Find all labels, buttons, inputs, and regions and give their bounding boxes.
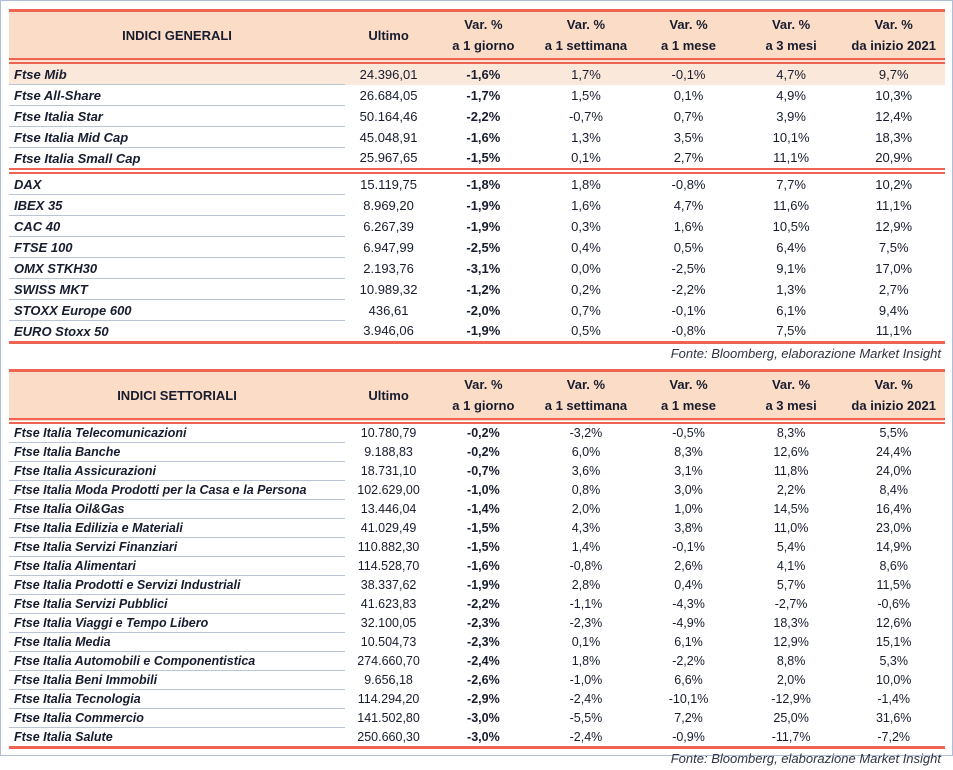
table-row: [9, 462, 945, 481]
var-pct-value: -2,4%: [569, 692, 603, 706]
ultimo-value: 25.967,65: [345, 148, 432, 172]
var-pct-value: 17,0%: [875, 260, 913, 276]
row-label: Ftse Italia Moda Prodotti per la Casa e la Persona: [9, 481, 345, 500]
var-pct-value: -3,0%: [467, 711, 500, 725]
var-pct-value: 3,0%: [674, 483, 703, 497]
var-pct-value: 1,8%: [571, 176, 601, 192]
var-pct-value: 1,3%: [571, 129, 601, 145]
indici-generali-header: [9, 11, 945, 62]
ultimo-value: 114.528,70: [357, 559, 420, 573]
row-label: Ftse Italia Servizi Pubblici: [9, 595, 345, 614]
table-row: [9, 421, 945, 443]
ultimo-value: 110.882,30: [357, 540, 420, 554]
row-label: Ftse Italia Viaggi e Tempo Libero: [9, 614, 345, 633]
table-row: [9, 728, 945, 748]
var-pct-value: 25,0%: [773, 711, 809, 725]
var-pct-value: -2,4%: [535, 728, 638, 748]
var-pct-value: 0,4%: [571, 239, 601, 255]
var-pct-value: -1,4%: [467, 502, 500, 516]
var-pct-value: -2,4%: [467, 654, 500, 668]
column-header: Ultimo: [345, 11, 432, 62]
var-pct-value: 11,1%: [740, 148, 843, 172]
var-pct-value: -2,5%: [671, 260, 706, 276]
indici-settoriali-header: [9, 371, 945, 422]
var-pct-value: 11,0%: [773, 521, 809, 535]
var-pct-value: 12,9%: [773, 635, 809, 649]
var-pct-value: -1,6%: [466, 129, 501, 145]
ultimo-value: 38.337,62: [360, 578, 417, 592]
column-header: Var. % a 1 giorno: [432, 371, 535, 422]
var-pct-value: 11,6%: [773, 197, 810, 213]
var-pct-value: 20,9%: [842, 148, 945, 172]
var-pct-value: 8,3%: [776, 426, 806, 441]
var-pct-value: 4,3%: [571, 521, 601, 535]
row-label: Ftse Italia Prodotti e Servizi Industriali: [9, 576, 345, 595]
var-pct-value: 18,3%: [773, 616, 809, 630]
row-label: Ftse Italia Commercio: [9, 709, 345, 728]
var-pct-value: -2,5%: [466, 239, 501, 255]
var-pct-value: 0,4%: [674, 578, 703, 592]
row-label: Ftse All-Share: [9, 85, 345, 106]
var-pct-value: 0,7%: [571, 302, 601, 318]
table-row: [9, 85, 945, 106]
var-pct-value: 11,1%: [842, 321, 945, 343]
var-pct-value: -1,6%: [432, 61, 535, 85]
var-pct-value: -2,2%: [467, 597, 500, 611]
var-pct-value: -1,9%: [466, 218, 501, 234]
var-pct-value: -1,0%: [467, 483, 500, 497]
var-pct-value: -1,4%: [877, 692, 911, 706]
table-row: [9, 195, 945, 216]
var-pct-value: 0,1%: [535, 148, 638, 172]
var-pct-value: -0,1%: [672, 540, 705, 554]
ultimo-value: 41.623,83: [360, 597, 417, 611]
row-label: CAC 40: [9, 216, 345, 237]
var-pct-value: -7,2%: [842, 728, 945, 748]
var-pct-value: 8,8%: [776, 654, 806, 668]
var-pct-value: 2,7%: [637, 148, 740, 172]
var-pct-value: 2,0%: [776, 673, 806, 687]
var-pct-value: -0,8%: [569, 559, 603, 573]
var-pct-value: -1,2%: [466, 281, 501, 297]
var-pct-value: -0,8%: [671, 176, 706, 192]
table-row: [9, 652, 945, 671]
var-pct-value: -4,3%: [672, 597, 705, 611]
var-pct-value: -0,1%: [671, 302, 706, 318]
var-pct-value: 0,2%: [571, 281, 601, 297]
table-row: [9, 671, 945, 690]
var-pct-value: 0,5%: [535, 321, 638, 343]
var-pct-value: 0,0%: [571, 260, 601, 276]
var-pct-value: 1,3%: [776, 281, 806, 297]
var-pct-value: -1,6%: [467, 559, 500, 573]
ultimo-value: 41.029,49: [360, 521, 417, 535]
row-label: EURO Stoxx 50: [9, 321, 345, 343]
var-pct-value: 6,1%: [674, 635, 703, 649]
ultimo-value: 6.947,99: [363, 239, 414, 255]
column-header: Ultimo: [345, 371, 432, 422]
var-pct-value: 12,4%: [875, 108, 913, 124]
var-pct-value: 6,1%: [776, 302, 806, 318]
ultimo-value: 274.660,70: [357, 654, 420, 668]
table-row: [9, 576, 945, 595]
var-pct-value: -2,9%: [467, 692, 500, 706]
var-pct-value: 1,5%: [571, 87, 601, 103]
source-note: Fonte: Bloomberg, elaborazione Market Insight: [670, 751, 941, 766]
var-pct-value: 24,0%: [875, 464, 912, 478]
ultimo-value: 250.660,30: [345, 728, 432, 748]
var-pct-value: 9,1%: [776, 260, 806, 276]
row-label: SWISS MKT: [9, 279, 345, 300]
table-row: [9, 216, 945, 237]
var-pct-value: 1,8%: [571, 654, 601, 668]
var-pct-value: 4,1%: [776, 559, 806, 573]
var-pct-value: 4,7%: [740, 61, 843, 85]
var-pct-value: 3,6%: [571, 464, 601, 478]
var-pct-value: 3,8%: [674, 521, 703, 535]
var-pct-value: 8,3%: [674, 445, 703, 459]
var-pct-value: 10,3%: [875, 87, 913, 103]
var-pct-value: 6,6%: [674, 673, 703, 687]
table-row: [9, 557, 945, 576]
var-pct-value: 0,3%: [571, 218, 601, 234]
column-header: Var. % a 3 mesi: [740, 371, 843, 422]
ultimo-value: 24.396,01: [345, 61, 432, 85]
var-pct-value: 1,0%: [674, 502, 703, 516]
var-pct-value: -1,9%: [467, 578, 500, 592]
var-pct-value: 0,5%: [673, 239, 704, 255]
var-pct-value: 16,4%: [875, 502, 912, 516]
row-label: Ftse Italia Media: [9, 633, 345, 652]
row-label: Ftse Italia Small Cap: [9, 148, 345, 172]
row-label: Ftse Italia Mid Cap: [9, 127, 345, 148]
var-pct-value: 2,7%: [878, 281, 909, 297]
row-label: FTSE 100: [9, 237, 345, 258]
ultimo-value: 8.969,20: [363, 197, 414, 213]
table-row: [9, 106, 945, 127]
var-pct-value: -1,5%: [432, 148, 535, 172]
var-pct-value: -2,7%: [774, 597, 808, 611]
var-pct-value: 1,6%: [673, 218, 704, 234]
column-header: Var. % da inizio 2021: [842, 371, 945, 422]
var-pct-value: -11,7%: [740, 728, 843, 748]
source-note: Fonte: Bloomberg, elaborazione Market Insight: [670, 346, 941, 361]
row-label: Ftse Italia Tecnologia: [9, 690, 345, 709]
row-label: Ftse Italia Telecomunicazioni: [9, 421, 345, 443]
var-pct-value: 0,1%: [571, 635, 601, 649]
var-pct-value: -0,2%: [467, 426, 500, 441]
var-pct-value: 12,9%: [875, 218, 913, 234]
ultimo-value: 6.267,39: [363, 218, 414, 234]
table-row: [9, 148, 945, 172]
column-header: Var. % a 3 mesi: [740, 11, 843, 62]
var-pct-value: 3,5%: [673, 129, 704, 145]
var-pct-value: -1,7%: [466, 87, 501, 103]
var-pct-value: -0,2%: [467, 445, 500, 459]
var-pct-value: -0,9%: [637, 728, 740, 748]
ultimo-value: 9.656,18: [364, 673, 413, 687]
var-pct-value: -1,0%: [569, 673, 603, 687]
var-pct-value: 23,0%: [875, 521, 912, 535]
var-pct-value: 0,7%: [673, 108, 704, 124]
table-row: [9, 279, 945, 300]
indici-settoriali-table: [9, 369, 945, 749]
column-header: Var. % a 1 giorno: [432, 11, 535, 62]
var-pct-value: 14,5%: [773, 502, 809, 516]
ultimo-value: 9.188,83: [364, 445, 413, 459]
var-pct-value: 24,4%: [875, 445, 912, 459]
var-pct-value: -0,8%: [637, 321, 740, 343]
table-row: [9, 258, 945, 279]
ultimo-value: 45.048,91: [359, 129, 418, 145]
var-pct-value: -0,7%: [568, 108, 603, 124]
row-label: Ftse Italia Oil&Gas: [9, 500, 345, 519]
var-pct-value: -0,7%: [467, 464, 500, 478]
table-row: [9, 321, 945, 343]
ultimo-value: 102.629,00: [357, 483, 420, 497]
var-pct-value: 8,4%: [879, 483, 908, 497]
var-pct-value: 5,7%: [776, 578, 806, 592]
var-pct-value: -1,9%: [466, 197, 501, 213]
var-pct-value: -1,9%: [432, 321, 535, 343]
row-label: Ftse Italia Banche: [9, 443, 345, 462]
var-pct-value: -4,9%: [672, 616, 705, 630]
ultimo-value: 13.446,04: [360, 502, 417, 516]
var-pct-value: 11,1%: [875, 197, 912, 213]
var-pct-value: 7,5%: [878, 239, 909, 255]
var-pct-value: 10,1%: [772, 129, 810, 145]
row-label: Ftse Italia Assicurazioni: [9, 462, 345, 481]
var-pct-value: 11,5%: [876, 578, 911, 592]
table-row: [9, 127, 945, 148]
var-pct-value: -1,5%: [467, 521, 500, 535]
row-label: Ftse Italia Salute: [9, 728, 345, 748]
var-pct-value: 4,7%: [673, 197, 704, 213]
var-pct-value: 12,6%: [773, 445, 809, 459]
row-label: IBEX 35: [9, 195, 345, 216]
var-pct-value: 14,9%: [875, 540, 912, 554]
var-pct-value: -3,2%: [569, 426, 603, 441]
ultimo-value: 10.780,79: [360, 426, 417, 441]
var-pct-value: 12,6%: [875, 616, 912, 630]
var-pct-value: 10,5%: [772, 218, 810, 234]
table-title: INDICI GENERALI: [9, 11, 345, 62]
ultimo-value: 32.100,05: [360, 616, 417, 630]
ultimo-value: 10.989,32: [359, 281, 418, 297]
var-pct-value: 7,5%: [740, 321, 843, 343]
var-pct-value: -12,9%: [771, 692, 811, 706]
var-pct-value: 1,4%: [571, 540, 601, 554]
ultimo-value: 114.294,20: [357, 692, 420, 706]
var-pct-value: 10,2%: [875, 176, 913, 192]
ultimo-value: 3.946,06: [345, 321, 432, 343]
var-pct-value: 1,6%: [571, 197, 601, 213]
var-pct-value: -2,2%: [671, 281, 706, 297]
table-row: [9, 614, 945, 633]
var-pct-value: -2,2%: [672, 654, 705, 668]
var-pct-value: -0,6%: [877, 597, 911, 611]
var-pct-value: -10,1%: [668, 692, 709, 706]
row-label: Ftse Italia Automobili e Componentistica: [9, 652, 345, 671]
var-pct-value: 5,3%: [879, 654, 908, 668]
row-label: Ftse Mib: [9, 61, 345, 85]
var-pct-value: -2,3%: [467, 616, 500, 630]
var-pct-value: -3,1%: [466, 260, 501, 276]
indici-generali-table: [9, 9, 945, 344]
row-label: STOXX Europe 600: [9, 300, 345, 321]
table-row: [9, 519, 945, 538]
column-header: Var. % a 1 mese: [637, 371, 740, 422]
column-header: Var. % da inizio 2021: [842, 11, 945, 62]
var-pct-value: -2,6%: [467, 673, 500, 687]
var-pct-value: 8,6%: [879, 559, 908, 573]
var-pct-value: 15,1%: [875, 635, 912, 649]
var-pct-value: -0,1%: [637, 61, 740, 85]
row-label: Ftse Italia Edilizia e Materiali: [9, 519, 345, 538]
ultimo-value: 26.684,05: [359, 87, 418, 103]
var-pct-value: 11,8%: [773, 464, 809, 478]
var-pct-value: 4,9%: [776, 87, 806, 103]
var-pct-value: -1,1%: [569, 597, 603, 611]
var-pct-value: 0,1%: [673, 87, 704, 103]
column-header: Var. % a 1 settimana: [535, 371, 638, 422]
table-row: [9, 500, 945, 519]
table-row: [9, 481, 945, 500]
var-pct-value: 2,6%: [674, 559, 703, 573]
table-row: [9, 443, 945, 462]
row-label: Ftse Italia Star: [9, 106, 345, 127]
var-pct-value: -2,2%: [466, 108, 501, 124]
ultimo-value: 436,61: [368, 302, 409, 318]
row-label: Ftse Italia Servizi Finanziari: [9, 538, 345, 557]
var-pct-value: 18,3%: [875, 129, 913, 145]
var-pct-value: 1,7%: [535, 61, 638, 85]
var-pct-value: -2,3%: [467, 635, 500, 649]
table-row: [9, 595, 945, 614]
var-pct-value: 10,0%: [875, 673, 912, 687]
var-pct-value: 31,6%: [875, 711, 912, 725]
var-pct-value: 3,9%: [776, 108, 806, 124]
table-row: [9, 633, 945, 652]
table-row: [9, 171, 945, 195]
var-pct-value: 2,8%: [571, 578, 601, 592]
table-row: [9, 61, 945, 85]
ultimo-value: 50.164,46: [359, 108, 418, 124]
var-pct-value: 2,2%: [776, 483, 806, 497]
var-pct-value: -5,5%: [569, 711, 603, 725]
var-pct-value: 2,0%: [571, 502, 601, 516]
var-pct-value: 7,2%: [674, 711, 703, 725]
ultimo-value: 18.731,10: [360, 464, 417, 478]
var-pct-value: -2,0%: [466, 302, 501, 318]
var-pct-value: 9,7%: [842, 61, 945, 85]
var-pct-value: 6,0%: [571, 445, 601, 459]
var-pct-value: 0,8%: [571, 483, 601, 497]
row-label: Ftse Italia Beni Immobili: [9, 671, 345, 690]
var-pct-value: 7,7%: [776, 176, 806, 192]
table-row: [9, 709, 945, 728]
ultimo-value: 2.193,76: [363, 260, 414, 276]
ultimo-value: 141.502,80: [357, 711, 420, 725]
var-pct-value: -0,5%: [672, 426, 705, 441]
var-pct-value: 9,4%: [878, 302, 909, 318]
var-pct-value: -3,0%: [432, 728, 535, 748]
var-pct-value: 3,1%: [674, 464, 703, 478]
var-pct-value: 5,5%: [879, 426, 908, 441]
table-row: [9, 300, 945, 321]
var-pct-value: 5,4%: [776, 540, 806, 554]
row-label: Ftse Italia Alimentari: [9, 557, 345, 576]
row-label: OMX STKH30: [9, 258, 345, 279]
var-pct-value: -1,5%: [467, 540, 500, 554]
table-row: [9, 538, 945, 557]
table-row: [9, 237, 945, 258]
ultimo-value: 15.119,75: [360, 176, 417, 192]
var-pct-value: 6,4%: [776, 239, 806, 255]
column-header: Var. % a 1 mese: [637, 11, 740, 62]
column-header: Var. % a 1 settimana: [535, 11, 638, 62]
var-pct-value: -2,3%: [569, 616, 603, 630]
table-row: [9, 690, 945, 709]
ultimo-value: 10.504,73: [360, 635, 417, 649]
var-pct-value: -1,8%: [466, 176, 501, 192]
table-title: INDICI SETTORIALI: [9, 371, 345, 422]
row-label: DAX: [9, 171, 345, 195]
